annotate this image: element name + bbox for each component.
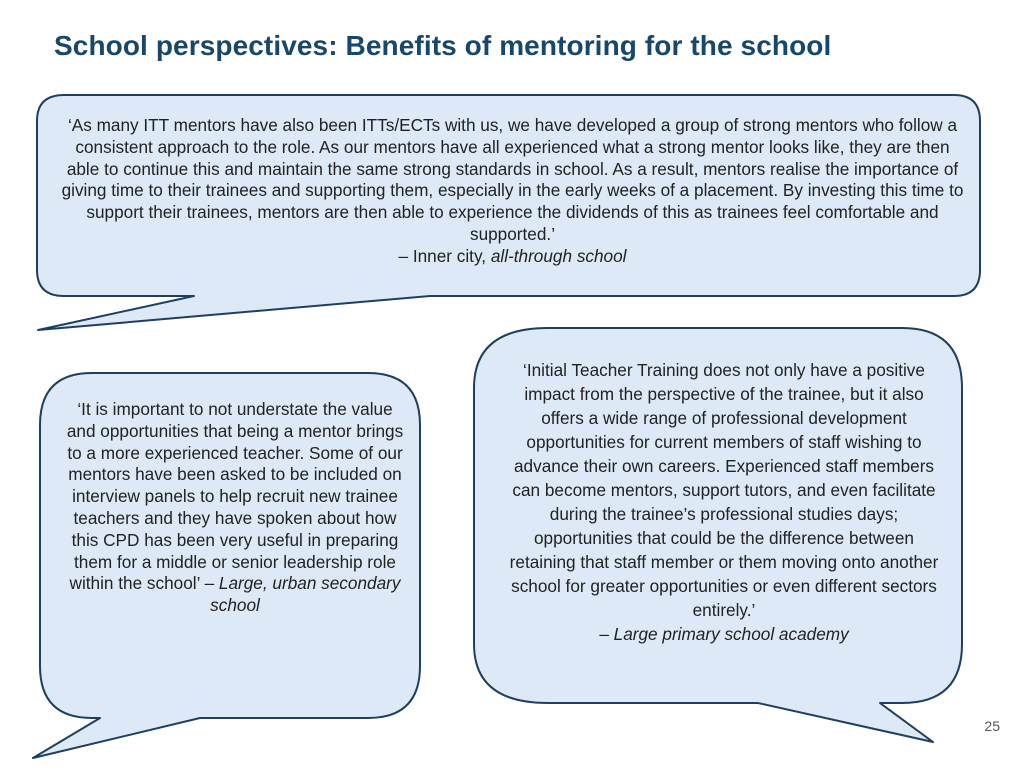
quote-attribution: – xyxy=(599,624,614,644)
quote-attribution-school-type: Large, urban secondary school xyxy=(210,573,401,616)
quote-attribution-school-type: all-through school xyxy=(490,245,627,266)
slide-title: School perspectives: Benefits of mentoring for the school xyxy=(54,30,832,61)
quote-text: ‘It is important to not understate the value and opportunities that being a mentor brings to a more experienced teacher. Some of our mentors have been asked to be included on interview panels to help recruit new trainee teachers and they have spoken about how this CPD has been very useful in preparing them for a middle or senior leadership role within the school’ – xyxy=(66,399,404,594)
page-number: 25 xyxy=(984,718,1000,734)
quote-text: ‘As many ITT mentors have also been ITTs/ECTs with us, we have developed a group of strong mentors who follow a consistent approach to the role. As our mentors have all experienced what a strong mentor looks like, they are then able to continue this and maintain the same strong standards in school. As a result, mentors realise the importance of giving time to their trainees and supporting them, especially in the early weeks of a placement. By investing this time to support their trainees, mentors are then able to experience the dividends of this as trainees feel comfortable and supported.’ xyxy=(61,115,964,244)
quote-secondary-school xyxy=(66,399,404,617)
quote-attribution-school-type: Large primary school academy xyxy=(613,624,849,644)
quote-attribution: – Inner city, xyxy=(398,245,491,266)
quote-primary-academy xyxy=(508,358,940,646)
quote-inner-city xyxy=(60,115,965,268)
quote-text: ‘Initial Teacher Training does not only have a positive impact from the perspective of the trainee, but it also offers a wide range of professional development opportunities for current members of staff wishing to advance their own careers. Experienced staff members can become mentors, support tutors, and even facilitate during the trainee’s professional studies days; opportunities that could be the difference between retaining that staff member or them moving onto another school for greater opportunities or even different sectors entirely.’ xyxy=(509,360,939,620)
